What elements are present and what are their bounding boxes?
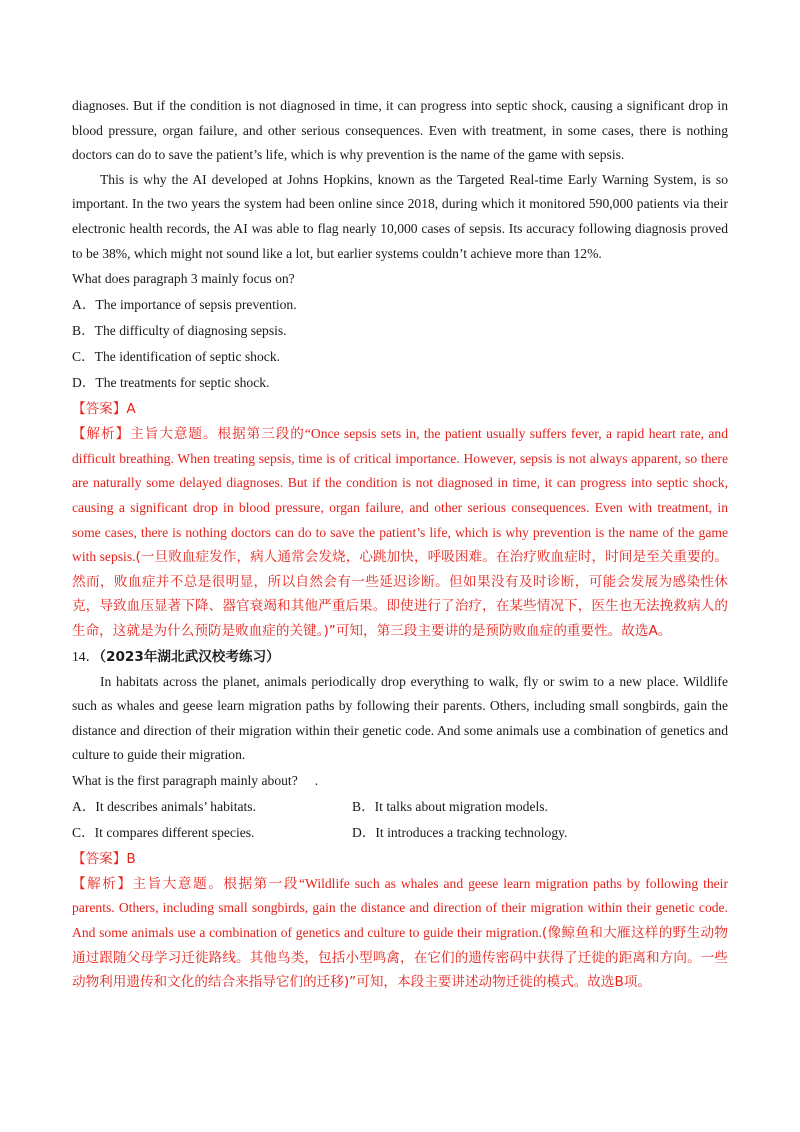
question-14-stem: What is the first paragraph mainly about? . — [72, 772, 319, 788]
question-13-option-c: C．The identification of septic shock. — [72, 349, 281, 365]
question-13-answer: 【答案】A — [72, 401, 136, 418]
question-13-analysis — [72, 422, 728, 643]
question-14-source: （2023年湖北武汉校考练习） — [99, 648, 280, 665]
question-14-option-d: D．It introduces a tracking technology. — [352, 824, 568, 840]
question-14-analysis — [72, 872, 728, 995]
question-14-answer: 【答案】B — [72, 850, 136, 867]
question-13-analysis-translation: (一旦败血症发作，病人通常会发烧，心跳加快，呼吸困难。在治疗败血症时，时间是至关重要的。然而，败血症并不总是很明显，所以自然会有一些延迟诊断。但如果没有及时诊断，可能会发展为感染性休克，导致血压显著下降、器官衰竭和其他严重后果。即使进行了治疗，在某些情况下，医生也无法挽救病人的生命，这就是为什么预防是败血症的关键。)”可知，第三段主要讲的是预防败血症的重要性。故选A。 — [72, 549, 728, 639]
question-14-header — [72, 644, 728, 670]
question-14-number: 14． — [72, 648, 100, 664]
question-14-options — [72, 794, 728, 846]
question-14-passage: In habitats across the planet, animals periodically drop everything to walk, fly or swim to a new place. Wildlife such as whales and geese learn migration paths by following their parents. Others, including small songbirds, gain the distance and direction of their migration within their genetic code. And some animals use a combination of genetics and culture to guide their migration. — [72, 673, 728, 763]
question-13-option-d: D．The treatments for septic shock. — [72, 375, 270, 391]
question-14-option-a: A．It describes animals’ habitats. — [72, 798, 256, 814]
question-14-analysis-quote: 【解析】主旨大意题。根据第一段“Wildlife such as whales and geese learn migration paths by following their parents. Others, including small songbirds, gain the distance and direction of their migration within their genetic code. And some animals use a combination of genetics and culture to guide their migration. — [72, 875, 728, 941]
question-13-option-b: B．The difficulty of diagnosing sepsis. — [72, 323, 287, 339]
question-14-analysis-translation: (像鲸鱼和大雁这样的野生动物通过跟随父母学习迁徙路线。其他鸟类，包括小型鸣禽，在它们的遗传密码中获得了迁徙的距离和方向。一些动物利用遗传和文化的结合来指导它们的迁移)”可知，本段主要讲述动物迁徙的模式。故选B项。 — [72, 925, 728, 991]
passage-paragraph-continued: diagnoses. But if the condition is not diagnosed in time, it can progress into septic shock, causing a significant drop in blood pressure, organ failure, and other serious consequences. Even with treatment, in some cases, there is nothing doctors can do to save the patient’s life, which is why prevention is the name of the game with sepsis. — [72, 98, 728, 163]
question-13-stem: What does paragraph 3 mainly focus on? — [72, 271, 295, 287]
passage-paragraph-2: This is why the AI developed at Johns Hopkins, known as the Targeted Real-time Early Warning System, is so important. In the two years the system had been online since 2018, during which it monitored 590,000 patients via their electronic health records, the AI was able to flag nearly 10,000 cases of sepsis. Its accuracy following diagnosis proved to be 38%, which might not sound like a lot, but earlier systems couldn’t achieve more than 12%. — [72, 171, 728, 261]
question-13-analysis-quote: 【解析】主旨大意题。根据第三段的“Once sepsis sets in, the patient usually suffers fever, a rapid heart rate, and difficult breathing. When treating sepsis, time is of critical importance. However, sepsis is not always apparent, so there are naturally some delayed diagnoses. But if the condition is not diagnosed in time, it can progress into septic shock, causing a significant drop in blood pressure, organ failure, and other serious consequences. Even with treatment, in some cases, there is nothing doctors can do to save the patient’s life, which is why prevention is the name of the game with sepsis. — [72, 426, 728, 565]
question-14-option-c: C．It compares different species. — [72, 824, 255, 840]
document-page — [72, 94, 728, 995]
question-13-option-a: A．The importance of sepsis prevention. — [72, 297, 297, 313]
question-14-option-b: B．It talks about migration models. — [352, 798, 548, 814]
